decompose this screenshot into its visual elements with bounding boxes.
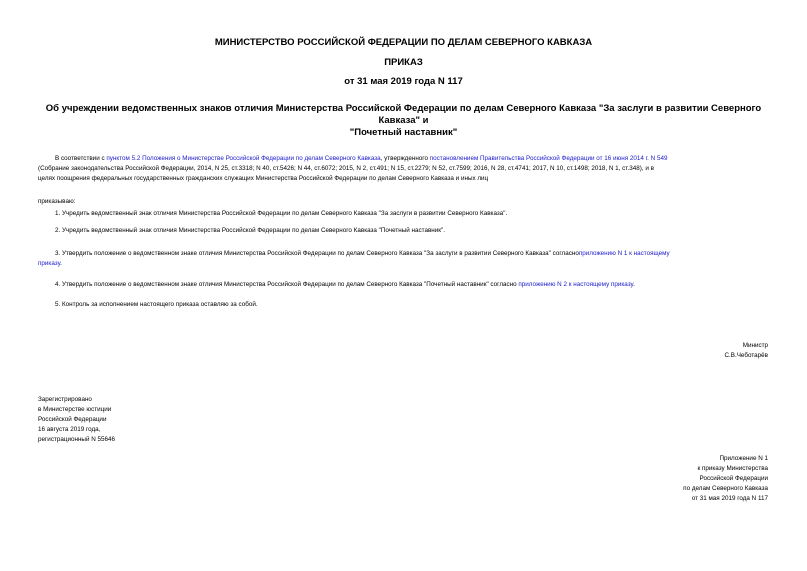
document-date-number: от 31 мая 2019 года N 117 — [344, 76, 463, 87]
orders-word: приказываю: — [38, 198, 76, 205]
appendix-2-link[interactable]: приложению N 2 к настоящему приказу — [518, 281, 634, 288]
appendix-1-link-cont[interactable]: приказу — [38, 260, 61, 267]
order-item-5: 5. Контроль за исполнением настоящего приказа оставляю за собой. — [55, 301, 258, 308]
order-item-2: 2. Учредить ведомственный знак отличия Министерства Российской Федерации по делам Северного Кавказа "Почетный наставник". — [55, 227, 446, 234]
ministry-heading: МИНИСТЕРСТВО РОССИЙСКОЙ ФЕДЕРАЦИИ ПО ДЕЛАМ СЕВЕРНОГО КАВКАЗА — [214, 37, 593, 48]
regulation-link[interactable]: пунктом 5.2 Положения о Министерстве Российской Федерации по делам Северного Кавказа — [106, 155, 381, 162]
signature-position: Министр — [742, 342, 768, 349]
government-decree-link[interactable]: постановлением Правительства Российской Федерации от 16 июня 2014 г. N 549 — [429, 155, 668, 162]
registration-block: Зарегистрировано в Министерстве юстиции Российской Федерации 16 августа 2019 года, регистрационный N 55646 — [38, 396, 116, 443]
title-line-1: Об учреждении ведомственных знаков отличия Министерства Российской Федерации по делам Северного Кавказа "За заслуги в развитии Северного Кавказа" и — [45, 103, 762, 126]
signature-name: С.В.Чеботарёв — [724, 352, 768, 359]
order-item-3: 3. Утвердить положение о ведомственном знаке отличия Министерства Российской Федерации по делам Северного Кавказа "За заслуги в развитии Северного Кавказа" согласноприложению N 1 к настоящему — [55, 250, 670, 257]
document-title — [40, 103, 767, 139]
preamble-line-2: (Собрание законодательства Российской Федерации, 2014, N 25, ст.3318; N 40, ст.5426; N 44, ст.6072; 2015, N 2, ст.491; N 15, ст.2279; N 52, ст.7599; 2016, N 28, ст.4741; 2017, N 10, ст.1498; 2018, N 1, ст.348), и в — [38, 165, 654, 172]
order-item-4: 4. Утвердить положение о ведомственном знаке отличия Министерства Российской Федерации по делам Северного Кавказа "Почетный наставник" согласно приложению N 2 к настоящему приказу. — [55, 281, 635, 288]
document-type: ПРИКАЗ — [384, 57, 423, 68]
title-line-2: "Почетный наставник" — [349, 127, 458, 138]
appendix-header: Приложение N 1 к приказу Министерства Российской Федерации по делам Северного Кавказа от 31 мая 2019 года N 117 — [683, 455, 768, 502]
preamble-line-3: целях поощрения федеральных государственных гражданских служащих Министерства Российской Федерации по делам Северного Кавказа и иных лиц — [38, 175, 489, 182]
preamble-line-1: В соответствии с пунктом 5.2 Положения о Министерстве Российской Федерации по делам Северного Кавказа, утвержденного постановлением Правительства Российской Федерации от 16 июня 2014 г. N 549 — [55, 155, 668, 162]
appendix-1-link[interactable]: приложению N 1 к настоящему — [578, 250, 670, 257]
order-item-3-cont: приказу. — [38, 260, 62, 267]
order-item-1: 1. Учредить ведомственный знак отличия Министерства Российской Федерации по делам Северного Кавказа "За заслуги в развитии Северного Кавказа". — [55, 210, 508, 217]
